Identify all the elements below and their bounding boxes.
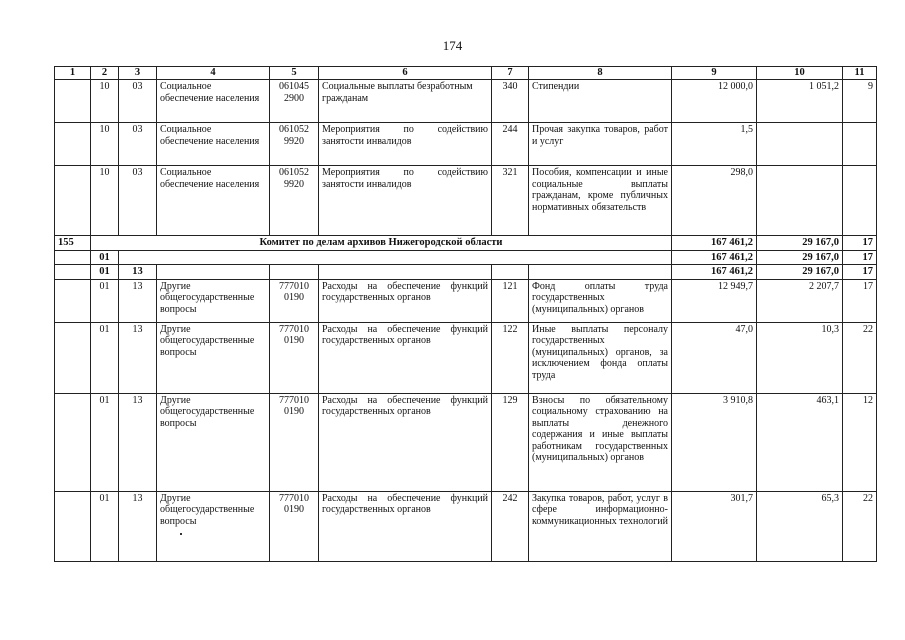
cell-code [55, 322, 91, 393]
stray-mark [180, 533, 182, 535]
cell-expense-name: Пособия, компенсации и иные социальные выплаты гражданам, кроме публичных нормативных обязательств [529, 166, 672, 236]
cell-actual [757, 123, 843, 166]
cell-code [55, 491, 91, 561]
cell-target-article: 777010 0190 [270, 322, 319, 393]
cell-subsection: 13 [119, 279, 157, 322]
cell-target-article: 061052 9920 [270, 166, 319, 236]
cell-plan: 301,7 [672, 491, 757, 561]
cell-section-name: Социальное обеспечение населения [157, 80, 270, 123]
cell-article-name: Социальные выплаты безработным гражданам [319, 80, 492, 123]
cell-expense-name: Иные выплаты персоналу государственных (муниципальных) органов, за исключением фонда оплаты труда [529, 322, 672, 393]
cell-code [55, 123, 91, 166]
section-percent: 17 [843, 250, 877, 265]
cell-blank [492, 265, 529, 280]
table-row [55, 80, 877, 123]
section-plan: 167 461,2 [672, 250, 757, 265]
cell-section: 01 [91, 491, 119, 561]
cell-blank [319, 265, 492, 280]
cell-percent: 9 [843, 80, 877, 123]
cell-percent [843, 123, 877, 166]
section-actual: 29 167,0 [757, 250, 843, 265]
cell-article-name: Мероприятия по содействию занятости инвалидов [319, 123, 492, 166]
subsection-total-row [55, 265, 877, 280]
cell-expense-name: Закупка товаров, работ, услуг в сфере информационно-коммуникационных технологий [529, 491, 672, 561]
column-header: 8 [529, 67, 672, 80]
cell-percent: 22 [843, 322, 877, 393]
cell-subsection: 03 [119, 166, 157, 236]
cell-percent: 12 [843, 393, 877, 491]
cell-blank [157, 265, 270, 280]
cell-actual: 2 207,7 [757, 279, 843, 322]
column-header: 3 [119, 67, 157, 80]
cell-subsection: 13 [119, 393, 157, 491]
budget-table [54, 66, 877, 562]
column-header: 7 [492, 67, 529, 80]
cell-expense-type: 122 [492, 322, 529, 393]
cell-blank [529, 265, 672, 280]
cell-expense-type: 129 [492, 393, 529, 491]
column-header: 11 [843, 67, 877, 80]
subsection-percent: 17 [843, 265, 877, 280]
committee-code: 155 [55, 236, 91, 251]
cell-expense-name: Стипендии [529, 80, 672, 123]
cell-code [55, 80, 91, 123]
cell-code [55, 166, 91, 236]
table-row [55, 123, 877, 166]
committee-row [55, 236, 877, 251]
cell-section: 10 [91, 80, 119, 123]
committee-percent: 17 [843, 236, 877, 251]
cell-section: 10 [91, 166, 119, 236]
table-row [55, 491, 877, 561]
section-total-row [55, 250, 877, 265]
cell-article-name: Расходы на обеспечение функций государственных органов [319, 491, 492, 561]
cell-target-article: 061052 9920 [270, 123, 319, 166]
cell-target-article: 777010 0190 [270, 491, 319, 561]
cell-section-name: Другие общегосударственные вопросы [157, 279, 270, 322]
cell-plan: 298,0 [672, 166, 757, 236]
cell-expense-name: Взносы по обязательному социальному страхованию на выплаты денежного содержания и иные выплаты работникам государственных (муниципальных) органов [529, 393, 672, 491]
cell-expense-type: 340 [492, 80, 529, 123]
column-header: 5 [270, 67, 319, 80]
cell-subsection: 03 [119, 123, 157, 166]
column-header: 4 [157, 67, 270, 80]
committee-title: Комитет по делам архивов Нижегородской области [91, 236, 672, 251]
cell-subsection: 13 [119, 491, 157, 561]
committee-actual: 29 167,0 [757, 236, 843, 251]
cell-code [55, 265, 91, 280]
cell-target-article: 061045 2900 [270, 80, 319, 123]
cell-expense-type: 244 [492, 123, 529, 166]
cell-plan: 47,0 [672, 322, 757, 393]
subsection-actual: 29 167,0 [757, 265, 843, 280]
cell-actual: 1 051,2 [757, 80, 843, 123]
cell-section-name: Другие общегосударственные вопросы [157, 322, 270, 393]
table-header-row [55, 67, 877, 80]
cell-expense-name: Фонд оплаты труда государственных (муниципальных) органов [529, 279, 672, 322]
cell-actual [757, 166, 843, 236]
cell-section-name: Социальное обеспечение населения [157, 166, 270, 236]
cell-section: 01 [91, 322, 119, 393]
column-header: 6 [319, 67, 492, 80]
cell-expense-name: Прочая закупка товаров, работ и услуг [529, 123, 672, 166]
cell-code [55, 279, 91, 322]
section-blank [119, 250, 672, 265]
cell-article-name: Расходы на обеспечение функций государственных органов [319, 279, 492, 322]
subsection-code: 13 [119, 265, 157, 280]
cell-subsection: 13 [119, 322, 157, 393]
column-header: 1 [55, 67, 91, 80]
cell-percent: 17 [843, 279, 877, 322]
cell-plan: 3 910,8 [672, 393, 757, 491]
cell-section: 01 [91, 279, 119, 322]
table-row [55, 166, 877, 236]
cell-article-name: Расходы на обеспечение функций государственных органов [319, 393, 492, 491]
cell-section-name [157, 491, 270, 561]
cell-article-name: Мероприятия по содействию занятости инвалидов [319, 166, 492, 236]
cell-article-name: Расходы на обеспечение функций государственных органов [319, 322, 492, 393]
cell-plan: 1,5 [672, 123, 757, 166]
cell-blank [270, 265, 319, 280]
cell-target-article: 777010 0190 [270, 393, 319, 491]
cell-section-name-text: Другие общегосударственные вопросы [160, 492, 255, 527]
cell-section: 01 [91, 393, 119, 491]
column-header: 10 [757, 67, 843, 80]
column-header: 9 [672, 67, 757, 80]
cell-section-name: Другие общегосударственные вопросы [157, 393, 270, 491]
table-row [55, 279, 877, 322]
cell-section: 10 [91, 123, 119, 166]
cell-plan: 12 949,7 [672, 279, 757, 322]
cell-code [55, 393, 91, 491]
subsection-plan: 167 461,2 [672, 265, 757, 280]
cell-percent [843, 166, 877, 236]
cell-actual: 65,3 [757, 491, 843, 561]
cell-target-article: 777010 0190 [270, 279, 319, 322]
subsection-section-code: 01 [91, 265, 119, 280]
table-row [55, 322, 877, 393]
section-code: 01 [91, 250, 119, 265]
cell-expense-type: 121 [492, 279, 529, 322]
page-number: 174 [442, 38, 463, 53]
cell-plan: 12 000,0 [672, 80, 757, 123]
cell-section-name: Социальное обеспечение населения [157, 123, 270, 166]
committee-plan: 167 461,2 [672, 236, 757, 251]
cell-code [55, 250, 91, 265]
column-header: 2 [91, 67, 119, 80]
cell-percent: 22 [843, 491, 877, 561]
cell-expense-type: 242 [492, 491, 529, 561]
cell-subsection: 03 [119, 80, 157, 123]
cell-expense-type: 321 [492, 166, 529, 236]
table-row [55, 393, 877, 491]
cell-actual: 463,1 [757, 393, 843, 491]
cell-actual: 10,3 [757, 322, 843, 393]
